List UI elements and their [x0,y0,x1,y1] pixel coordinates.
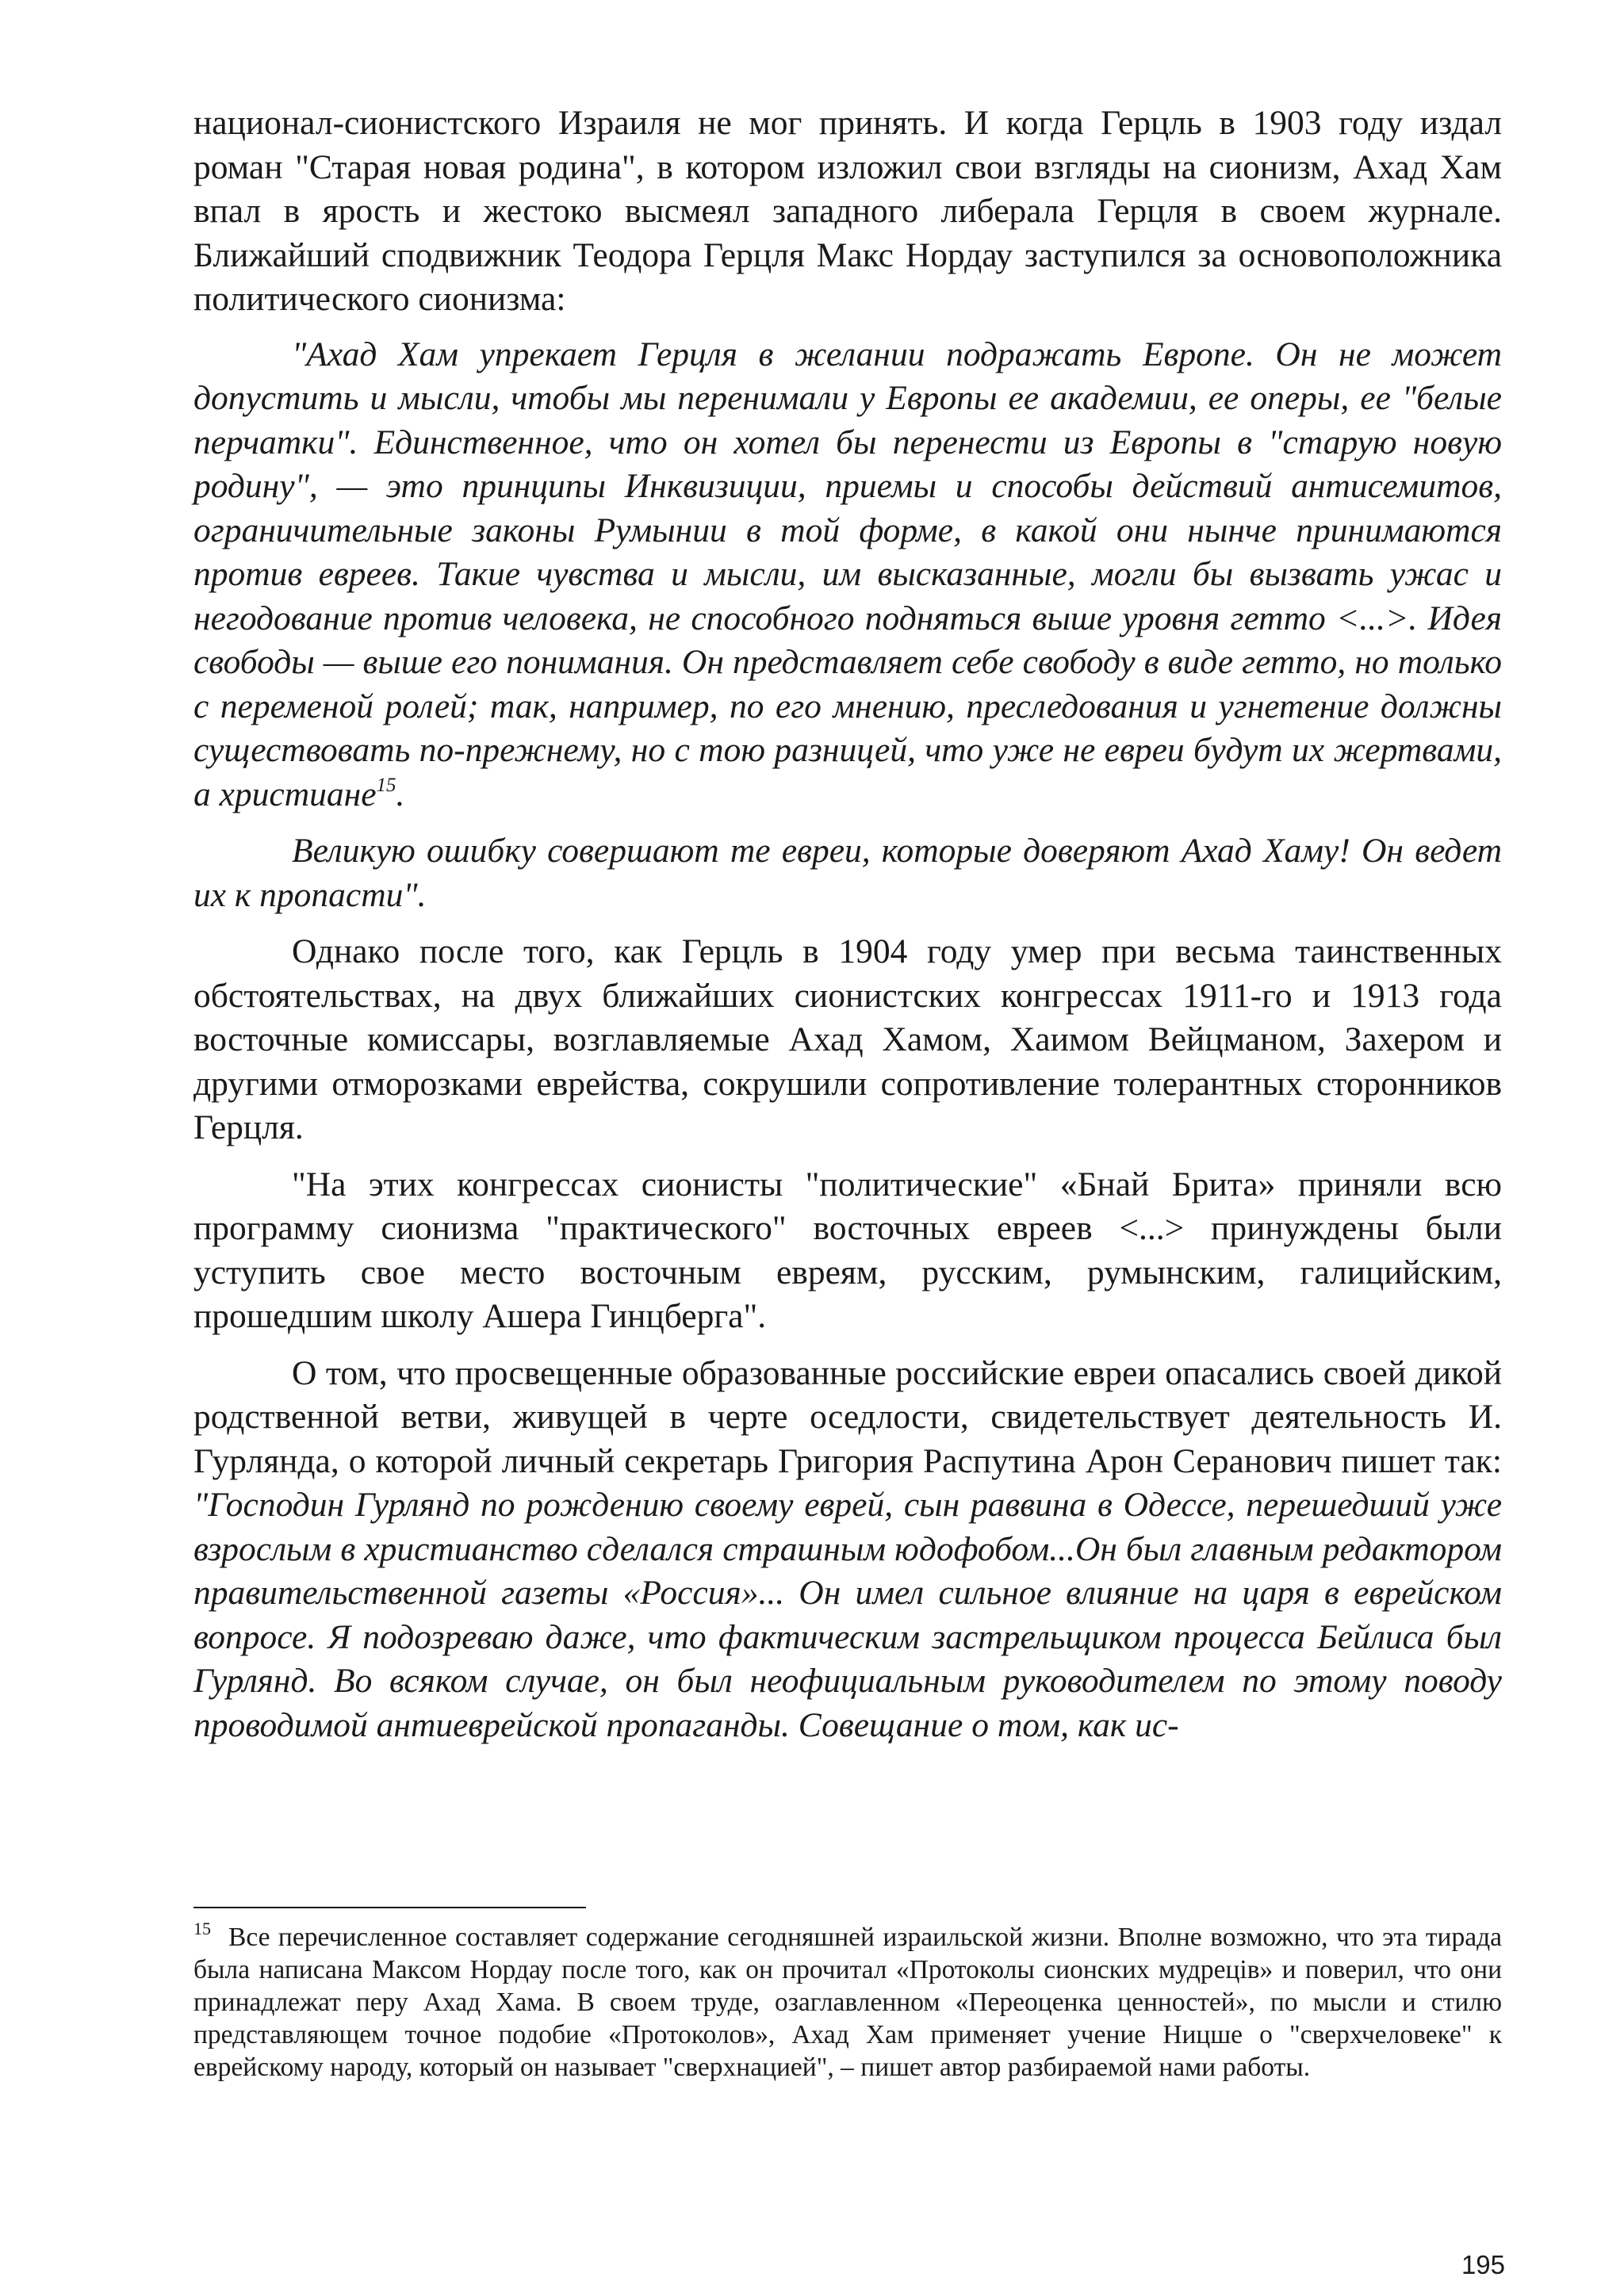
page-body [193,101,1502,1760]
paragraph-gurlyand-text: О том, что просвещенные образованные российские евреи опасались своей дикой родственной ветви, живущей в черте оседлости, свидетельствует деятельность И. Гурлянда, о которой личный секретарь Григория Распутина Арон Серанович пишет так: [193,1353,1502,1480]
footnote-section [193,1907,1502,2084]
paragraph-bnai-brith: "На этих конгрессах сионисты "политические" «Бнай Брита» приняли всю программу сионизма "практического" восточных евреев <...> принуждены были уступить свое место восточным евреям, русским, румынским, галицийским, прошедшим школу Ашера Гинцберга". [193,1165,1502,1335]
footnote-divider [193,1907,586,1908]
quote-nordau [193,333,1502,817]
paragraph-gurlyand [193,1352,1502,1748]
quote-nordau-end: . [396,775,405,813]
footnote-reference: 15 [376,774,396,796]
quote-nordau-text: "Ахад Хам упрекает Герцля в желании подражать Европе. Он не может допустить и мысли, чтобы мы перенимали у Европы ее академии, ее оперы, ее "белые перчатки". Единственное, что он хотел бы перенести из Европы в "старую новую родину", — это принципы Инквизиции, приемы и способы действий антисемитов, ограничительные законы Румынии в той форме, в какой они нынче принимаются против евреев. Такие чувства и мысли, им высказанные, могли бы вызвать ужас и негодование против человека, не способного подняться выше уровня гетто <...>. Идея свободы — выше его понимания. Он представляет себе свободу в виде гетто, но только с переменой ролей; так, например, по его мнению, преследования и угнетение должны существовать по-прежнему, но с тою разницей, что уже не евреи будут их жертвами, а христиане [193,335,1502,813]
footnote-15 [193,1921,1502,2084]
quote-nordau-conclusion: Великую ошибку совершают те евреи, которые доверяют Ахад Хаму! Он ведет их к пропасти". [193,832,1502,914]
quote-simanovich: "Господин Гурлянд по рождению своему еврей, сын раввина в Одессе, перешедший уже взрослым в христианство сделался страшным юдофобом...Он был главным редактором правительственной газеты «Россия»... Он имел сильное влияние на царя в еврейском вопросе. Я подозреваю даже, что фактическим застрельщиком процесса Бейлиса был Гурлянд. Во всяком случае, он был неофициальным руководителем по этому поводу проводимой антиеврейской пропаганды. Совещание о том, как ис- [193,1486,1502,1744]
footnote-number: 15 [193,1919,211,1938]
footnote-text: Все перечисленное составляет содержание сегодняшней израильской жизни. Вполне возможно, что эта тирада была написана Максом Нордау после того, как он прочитал «Протоколы сионских мудрецiв» и поверил, что они принадлежат перу Ахад Хама. В своем труде, озаглавленном «Переоценка ценностей», по мысли и стилю представляющем точное подобие «Протоколов», Ахад Хам применяет учение Ницше о "сверхчеловеке" к еврейскому народу, который он называет "сверхнацией", – пишет автор разбираемой нами работы. [193,1923,1502,2082]
paragraph-congresses: Однако после того, как Герцль в 1904 году умер при весьма таинственных обстоятельствах, на двух ближайших сионистских конгрессах 1911-го и 1913 года восточные комиссары, возглавляемые Ахад Хамом, Хаимом Вейцманом, Захером и другими отморозками еврейства, сокрушили сопротивление толерантных сторонников Герцля. [193,932,1502,1146]
page-number: 195 [1461,2250,1505,2279]
paragraph-intro: национал-сионистского Израиля не мог принять. И когда Герцль в 1903 году издал роман "Старая новая родина", в котором изложил свои взгляды на сионизм, Ахад Хам впал в ярость и жестоко высмеял западного либерала Герцля в своем журнале. Ближайший сподвижник Теодора Герцля Макс Нордау заступился за основоположника политического сионизма: [193,104,1502,318]
